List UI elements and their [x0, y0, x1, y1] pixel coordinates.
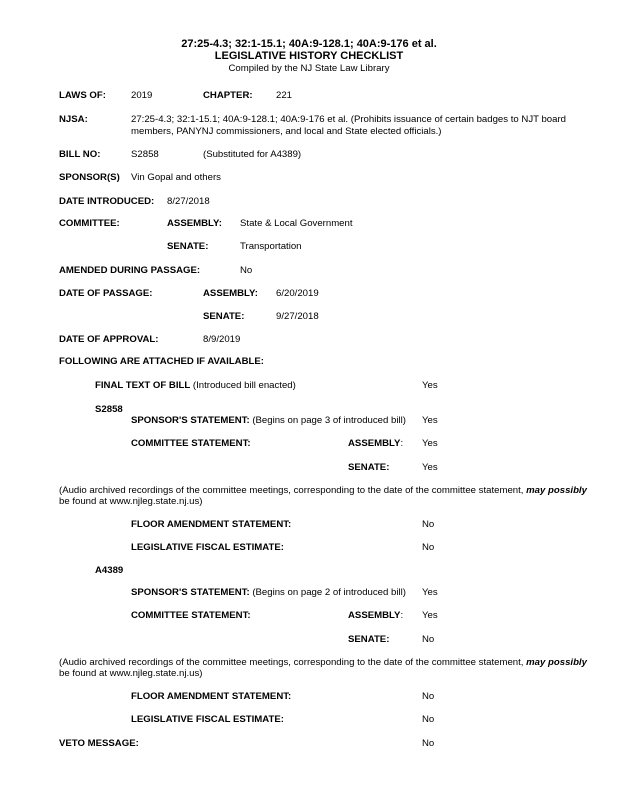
final-text-label: FINAL TEXT OF BILL — [95, 380, 191, 391]
committee-assembly-label: ASSEMBLY: — [167, 218, 222, 229]
s2858-sponsor-label: SPONSOR'S STATEMENT: — [131, 415, 250, 426]
a4389-committee-label: COMMITTEE STATEMENT: — [131, 610, 251, 621]
a4389-heading: A4389 — [95, 565, 124, 576]
s2858-audio-emphasis: may possibly — [526, 485, 587, 496]
a4389-floor-label: FLOOR AMENDMENT STATEMENT: — [131, 691, 292, 702]
committee-label: COMMITTEE: — [59, 218, 120, 229]
sponsors-value: Vin Gopal and others — [131, 172, 221, 183]
s2858-fiscal-value: No — [422, 542, 435, 553]
a4389-floor-value: No — [422, 691, 435, 702]
laws-of-label: LAWS OF: — [59, 90, 106, 101]
s2858-senate-label: SENATE: — [348, 462, 390, 473]
njsa-line-2: members, PANYNJ commissioners, and local and State elected officials.) — [131, 126, 442, 137]
s2858-sponsor-row — [131, 415, 406, 427]
s2858-committee-label: COMMITTEE STATEMENT: — [131, 438, 251, 449]
passage-assembly-label: ASSEMBLY: — [203, 288, 258, 299]
date-introduced-label: DATE INTRODUCED: — [59, 196, 155, 207]
veto-value: No — [422, 738, 435, 749]
bill-no-value: S2858 — [131, 149, 159, 160]
bill-no-label: BILL NO: — [59, 149, 101, 160]
citation-heading: 27:25-4.3; 32:1-15.1; 40A:9-128.1; 40A:9-176 et al. — [181, 38, 437, 50]
passage-assembly-value: 6/20/2019 — [276, 288, 319, 299]
a4389-senate-label: SENATE: — [348, 634, 390, 645]
chapter-label: CHAPTER: — [203, 90, 253, 101]
a4389-sponsor-value: Yes — [422, 587, 438, 598]
a4389-audio-url: be found at www.njleg.state.nj.us) — [59, 668, 203, 679]
amended-value: No — [240, 265, 253, 276]
date-of-approval-value: 8/9/2019 — [203, 334, 241, 345]
a4389-senate-value: No — [422, 634, 435, 645]
final-text-value: Yes — [422, 380, 438, 391]
a4389-assembly-label: ASSEMBLY — [348, 610, 401, 621]
s2858-floor-label: FLOOR AMENDMENT STATEMENT: — [131, 519, 292, 530]
a4389-audio-text: (Audio archived recordings of the committee meetings, corresponding to the date of the committee statement, — [59, 657, 527, 668]
final-text-note: (Introduced bill enacted) — [192, 380, 296, 391]
s2858-assembly-label: ASSEMBLY — [348, 438, 401, 449]
date-of-approval-label: DATE OF APPROVAL: — [59, 334, 159, 345]
final-text-row — [95, 380, 296, 392]
s2858-fiscal-label: LEGISLATIVE FISCAL ESTIMATE: — [131, 542, 284, 553]
committee-senate-label: SENATE: — [167, 241, 209, 252]
s2858-audio-text: (Audio archived recordings of the committee meetings, corresponding to the date of the committee statement, — [59, 485, 527, 496]
attached-heading: FOLLOWING ARE ATTACHED IF AVAILABLE: — [59, 356, 264, 367]
s2858-sponsor-value: Yes — [422, 415, 438, 426]
laws-of-value: 2019 — [131, 90, 153, 101]
passage-senate-label: SENATE: — [203, 311, 245, 322]
s2858-assembly-value: Yes — [422, 438, 438, 449]
s2858-assembly-colon: : — [400, 438, 404, 449]
a4389-fiscal-label: LEGISLATIVE FISCAL ESTIMATE: — [131, 714, 284, 725]
a4389-assembly-value: Yes — [422, 610, 438, 621]
njsa-line-1: 27:25-4.3; 32:1-15.1; 40A:9-128.1; 40A:9-176 et al. (Prohibits issuance of certain badges to NJT board — [131, 114, 567, 125]
compiled-by: Compiled by the NJ State Law Library — [228, 63, 390, 74]
committee-senate-value: Transportation — [240, 241, 302, 252]
a4389-audio-emphasis: may possibly — [526, 657, 587, 668]
a4389-assembly-row — [348, 610, 403, 622]
s2858-floor-value: No — [422, 519, 435, 530]
s2858-sponsor-note: (Begins on page 3 of introduced bill) — [252, 415, 406, 426]
date-of-passage-label: DATE OF PASSAGE: — [59, 288, 153, 299]
date-introduced-value: 8/27/2018 — [167, 196, 210, 207]
veto-label: VETO MESSAGE: — [59, 738, 139, 749]
s2858-heading: S2858 — [95, 404, 123, 415]
page-title: LEGISLATIVE HISTORY CHECKLIST — [214, 50, 404, 62]
passage-senate-value: 9/27/2018 — [276, 311, 319, 322]
njsa-label: NJSA: — [59, 114, 88, 125]
s2858-assembly-row — [348, 438, 403, 450]
a4389-assembly-colon: : — [400, 610, 404, 621]
amended-label: AMENDED DURING PASSAGE: — [59, 265, 201, 276]
a4389-sponsor-label: SPONSOR'S STATEMENT: — [131, 587, 250, 598]
a4389-sponsor-row — [131, 587, 406, 599]
a4389-fiscal-value: No — [422, 714, 435, 725]
sponsors-label: SPONSOR(S) — [59, 172, 120, 183]
bill-no-note: (Substituted for A4389) — [203, 149, 302, 160]
s2858-senate-value: Yes — [422, 462, 438, 473]
committee-assembly-value: State & Local Government — [240, 218, 353, 229]
chapter-value: 221 — [276, 90, 293, 101]
a4389-sponsor-note: (Begins on page 2 of introduced bill) — [252, 587, 406, 598]
s2858-audio-url: be found at www.njleg.state.nj.us) — [59, 496, 203, 507]
